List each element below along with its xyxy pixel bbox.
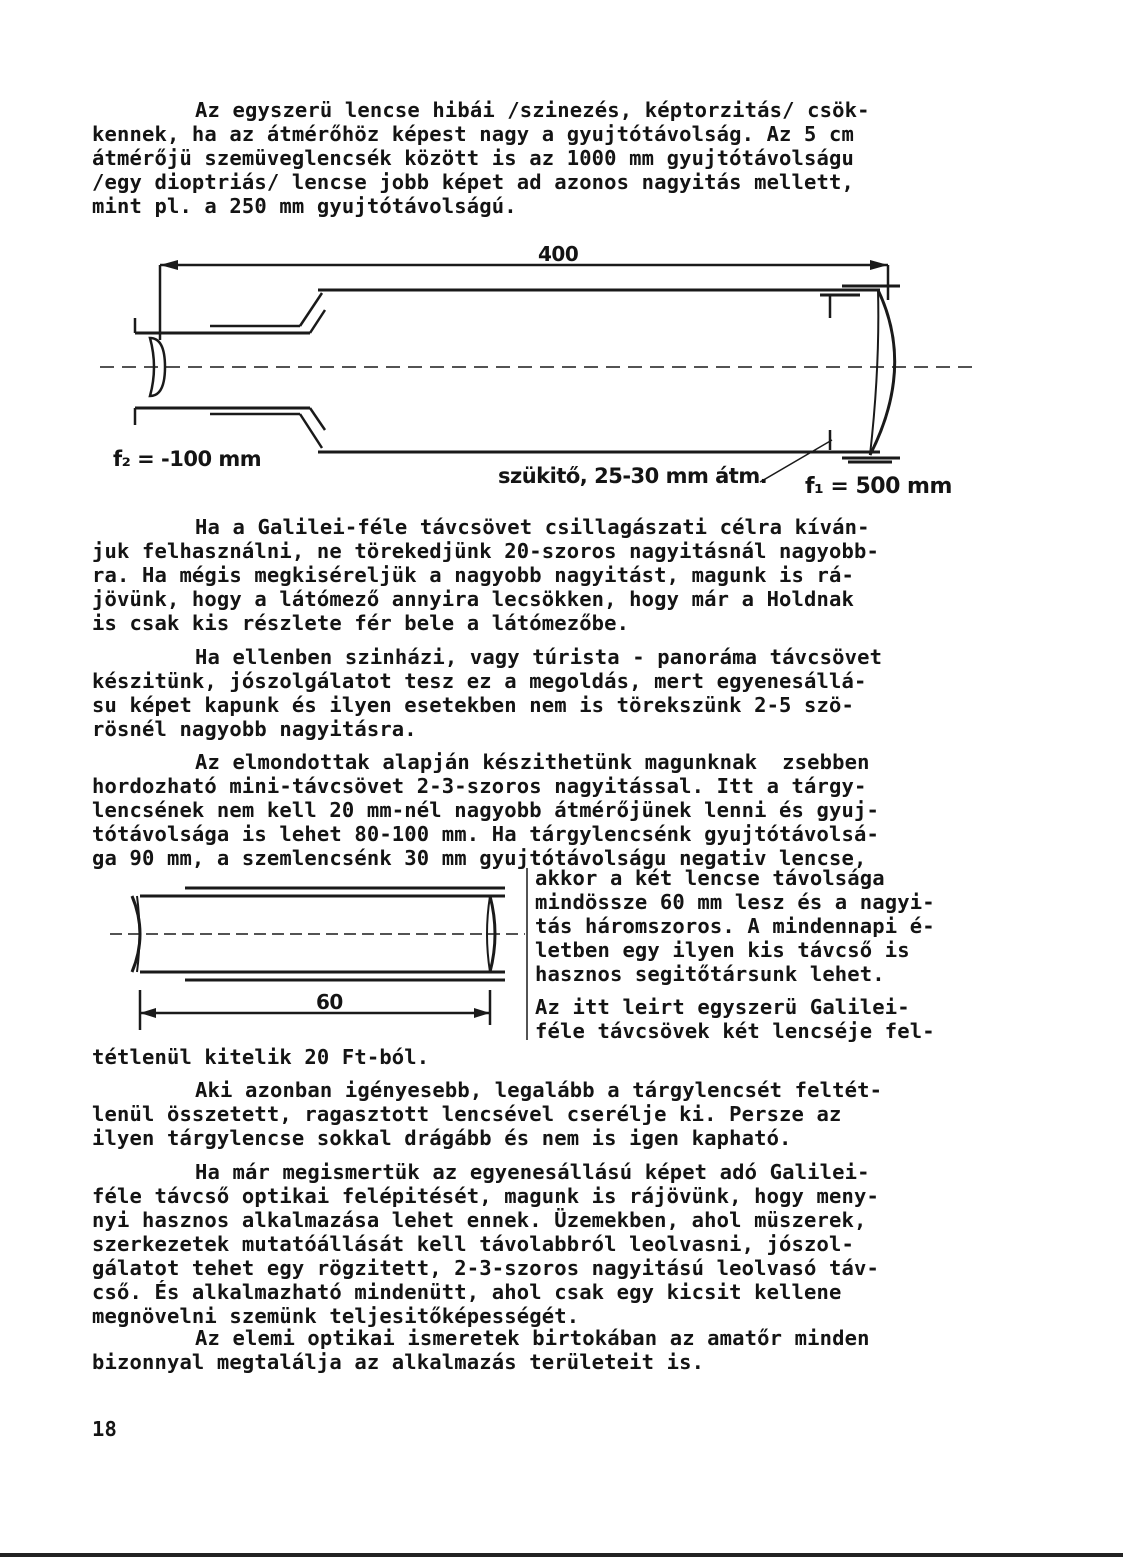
text-line: mint pl. a 250 mm gyujtótávolságú.: [92, 194, 517, 218]
text-line: átmérőjü szemüveglencsék között is az 1000 mm gyujtótávolságu: [92, 146, 855, 170]
text-line: kennek, ha az átmérőhöz képest nagy a gyujtótávolság. Az 5 cm: [92, 122, 855, 146]
eyepiece-lens: [150, 338, 165, 396]
text-line: tás háromszoros. A mindennapi é-: [535, 914, 935, 938]
text-line: gálatot tehet egy rögzitett, 2-3-szoros nagyitású leolvasó táv-: [92, 1256, 879, 1280]
text-line: cső. És alkalmazható mindenütt, ahol csak egy kicsit kellene: [92, 1280, 842, 1304]
text-line: juk felhasználni, ne törekedjünk 20-szoros nagyitásnál nagyobb-: [92, 539, 879, 563]
text-line: mindössze 60 mm lesz és a nagyi-: [535, 890, 935, 914]
text-line: rösnél nagyobb nagyitásra.: [92, 717, 417, 741]
text-line: is csak kis részlete fér bele a látómezőbe.: [92, 611, 630, 635]
text-line: lencsének nem kell 20 mm-nél nagyobb átmérőjünek lenni és gyuj-: [92, 798, 879, 822]
text-line: megnövelni szemünk teljesitőképességét.: [92, 1304, 580, 1328]
text-line: tótávolsága is lehet 80-100 mm. Ha tárgylencsénk gyujtótávolsá-: [92, 822, 879, 846]
text-line: Az elemi optikai ismeretek birtokában az amatőr minden: [195, 1326, 870, 1350]
text-line: ra. Ha mégis megkiséreljük a nagyobb nagyitást, magunk is rá-: [92, 563, 855, 587]
text-line: lenül összetett, ragasztott lencsével cserélje ki. Persze az: [92, 1102, 842, 1126]
narrowing-label: szükitő, 25-30 mm átm.: [498, 464, 768, 488]
objective-focal-label: f₁ = 500 mm: [805, 474, 952, 499]
text-line: jövünk, hogy a látómező annyira lecsökken, hogy már a Holdnak: [92, 587, 855, 611]
text-line: tétlenül kitelik 20 Ft-ból.: [92, 1045, 430, 1069]
text-line: Ha már megismertük az egyenesállású képet adó Galilei-: [195, 1160, 870, 1184]
text-line: /egy dioptriás/ lencse jobb képet ad azonos nagyitás mellett,: [92, 170, 855, 194]
dimension-label-60: 60: [316, 990, 343, 1014]
text-line: su képet kapunk és ilyen esetekben nem is törekszünk 2-5 szö-: [92, 693, 855, 717]
text-line: Az egyszerü lencse hibái /szinezés, képtorzitás/ csök-: [195, 98, 870, 122]
text-line: Az itt leirt egyszerü Galilei-: [535, 995, 910, 1019]
text-line: bizonnyal megtalálja az alkalmazás területeit is.: [92, 1350, 705, 1374]
dimension-label-400: 400: [538, 242, 579, 266]
text-line: féle távcső optikai felépitését, magunk is rájövünk, hogy meny-: [92, 1184, 879, 1208]
objective-lens: [490, 896, 495, 972]
text-line: akkor a két lencse távolsága: [535, 866, 885, 890]
text-line: hasznos segitőtársunk lehet.: [535, 962, 885, 986]
text-line: letben egy ilyen kis távcső is: [535, 938, 910, 962]
eyepiece-focal-label: f₂ = -100 mm: [113, 447, 262, 471]
text-line: Ha ellenben szinházi, vagy túrista - panoráma távcsövet: [195, 645, 883, 669]
bottom-edge-rule: [0, 1553, 1123, 1557]
text-line: hordozható mini-távcsövet 2-3-szoros nagyitással. Itt a tárgy-: [92, 774, 867, 798]
objective-lens: [870, 290, 895, 455]
text-line: féle távcsövek két lencséje fel-: [535, 1019, 935, 1043]
text-line: ilyen tárgylencse sokkal drágább és nem is igen kapható.: [92, 1126, 792, 1150]
text-line: Az elmondottak alapján készithetünk magunknak zsebben: [195, 750, 870, 774]
page-number: 18: [92, 1417, 117, 1441]
text-line: Aki azonban igényesebb, legalább a tárgylencsét feltét-: [195, 1078, 883, 1102]
text-line: ga 90 mm, a szemlencsénk 30 mm gyujtótávolságu negativ lencse,: [92, 846, 867, 870]
eyepiece-lens: [132, 896, 140, 972]
text-line: készitünk, jószolgálatot tesz ez a megoldás, mert egyenesállá-: [92, 669, 867, 693]
text-line: nyi hasznos alkalmazása lehet ennek. Üzemekben, ahol müszerek,: [92, 1208, 867, 1232]
text-line: Ha a Galilei-féle távcsövet csillagászati célra kíván-: [195, 515, 870, 539]
text-line: szerkezetek mutatóállását kell távolabbról leolvasni, jószol-: [92, 1232, 855, 1256]
